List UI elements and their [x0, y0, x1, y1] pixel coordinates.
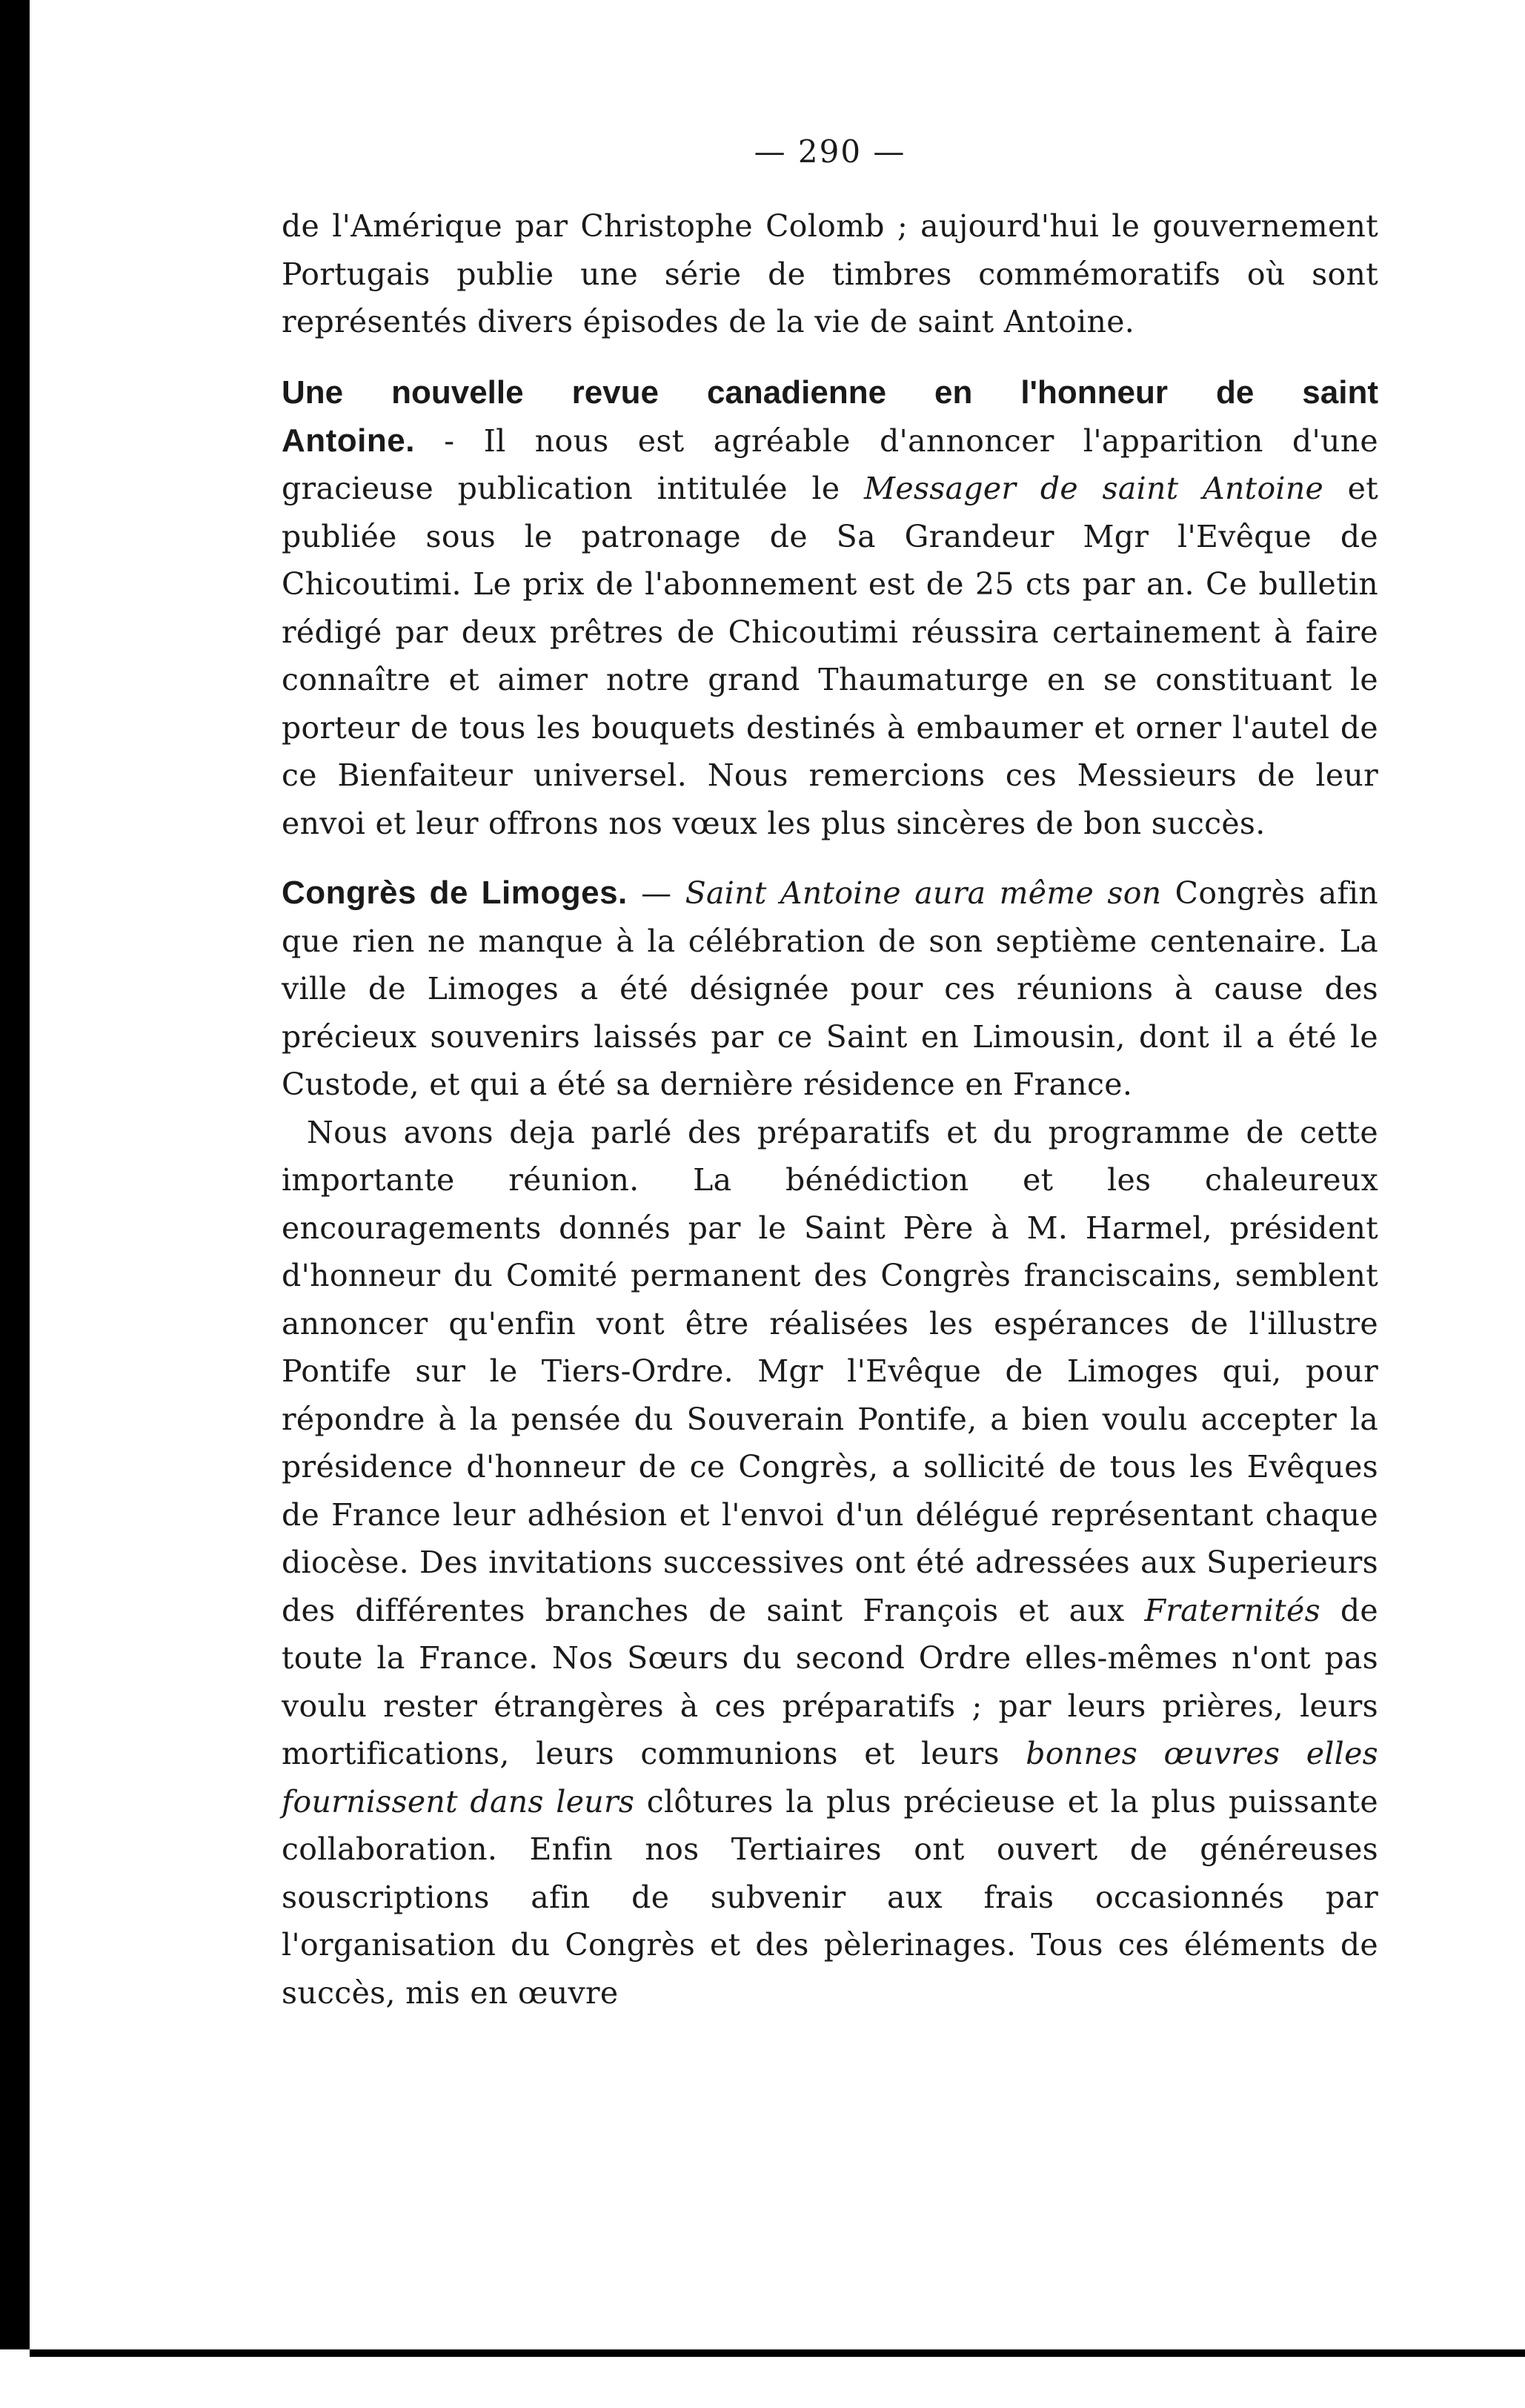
section2-dash: —	[627, 875, 685, 911]
intro-paragraph: de l'Amérique par Christophe Colomb ; aujourd'hui le gouvernement Portugais publie une série de timbres commémoratifs où sont représentés divers épisodes de la vie de saint Antoine.	[282, 208, 1378, 339]
section1-heading-tail: Antoine.	[282, 422, 415, 459]
scan-left-border	[0, 0, 30, 2349]
section-congres-limoges	[282, 869, 1378, 2017]
section1-text-after-title: et publiée sous le patronage de Sa Grandeur Mgr l'Evêque de Chicoutimi. Le prix de l'abonnement est de 25 cts par an. Ce bulletin rédigé par deux prêtres de Chicoutimi réussira certainement à faire connaître et aimer notre grand Thaumaturge en se constituant le porteur de tous les bouquets destinés à embaumer et orner l'autel de ce Bienfaiteur universel. Nous remercions ces Messieurs de leur envoi et leur offrons nos vœux les plus sincères de bon succès.	[282, 471, 1378, 841]
section1-text-before-title: Il nous est agréable d'annoncer l'apparition d'une gracieuse publication intitulée le	[282, 422, 1378, 506]
section2-p2-before-italic: Nous avons deja parlé des préparatifs et du programme de cette importante réunion. La bénédiction et les chaleureux encouragements donnés par le Saint Père à M. Harmel, président d'honneur du Comité permanent des Congrès franciscains, semblent annoncer qu'enfin vont être réalisées les espérances de l'illustre Pontife sur le Tiers-Ordre. Mgr l'Evêque de Limoges qui, pour répondre à la pensée du Souverain Pontife, a bien voulu accepter la présidence d'honneur de ce Congrès, a sollicité de tous les Evêques de France leur adhésion et l'envoi d'un délégué représentant chaque diocèse. Des invitations successives ont été adressées aux Superieurs des différentes branches de saint François et aux	[282, 1114, 1378, 1628]
section2-text-after-italic: Congrès afin que rien ne manque à la célébration de son septième centenaire. La ville de Limoges a été désignée pour ces réunions à cause des précieux souvenirs laissés par ce Saint en Limousin, dont il a été le Custode, et qui a été sa dernière résidence en France.	[282, 875, 1378, 1102]
section1-body	[282, 417, 1378, 848]
section2-heading: Congrès de Limoges.	[282, 875, 628, 911]
section1-publication-title: Messager de saint Antoine	[864, 471, 1324, 506]
page-number: — 290 —	[754, 133, 906, 170]
document-page	[282, 133, 1378, 2017]
section1-heading-line: Une nouvelle revue canadienne en l'honneur de saint	[282, 374, 1378, 411]
section2-paragraph2	[282, 1109, 1378, 2017]
section2-p2-end: clôtures la plus précieuse et la plus puissante collaboration. Enfin nos Tertiaires ont ouvert de généreuses souscriptions afin de subvenir aux frais occasionnés par l'organisation du Congrès et des pèlerinages. Tous ces éléments de succès, mis en œuvre	[282, 1783, 1378, 2011]
section2-p2-italic-fraternites: Fraternités	[1144, 1592, 1320, 1628]
section-nouvelle-revue	[282, 368, 1378, 848]
section1-dash: -	[414, 422, 484, 459]
section2-italic-opening: Saint Antoine aura même son	[685, 875, 1162, 911]
section2-paragraph1	[282, 869, 1378, 1109]
section2-p2-middle: de toute la France. Nos Sœurs du second Ordre elles-mêmes n'ont pas voulu rester étrangères à ces préparatifs ; par leurs prières, leurs mortifications, leurs communions et leurs	[282, 1592, 1378, 1771]
section2-p2-italic-bonnes-oeuvres: bonnes œuvres elles fournissent dans leurs	[282, 1736, 1379, 1820]
scan-bottom-border	[30, 2349, 1525, 2357]
